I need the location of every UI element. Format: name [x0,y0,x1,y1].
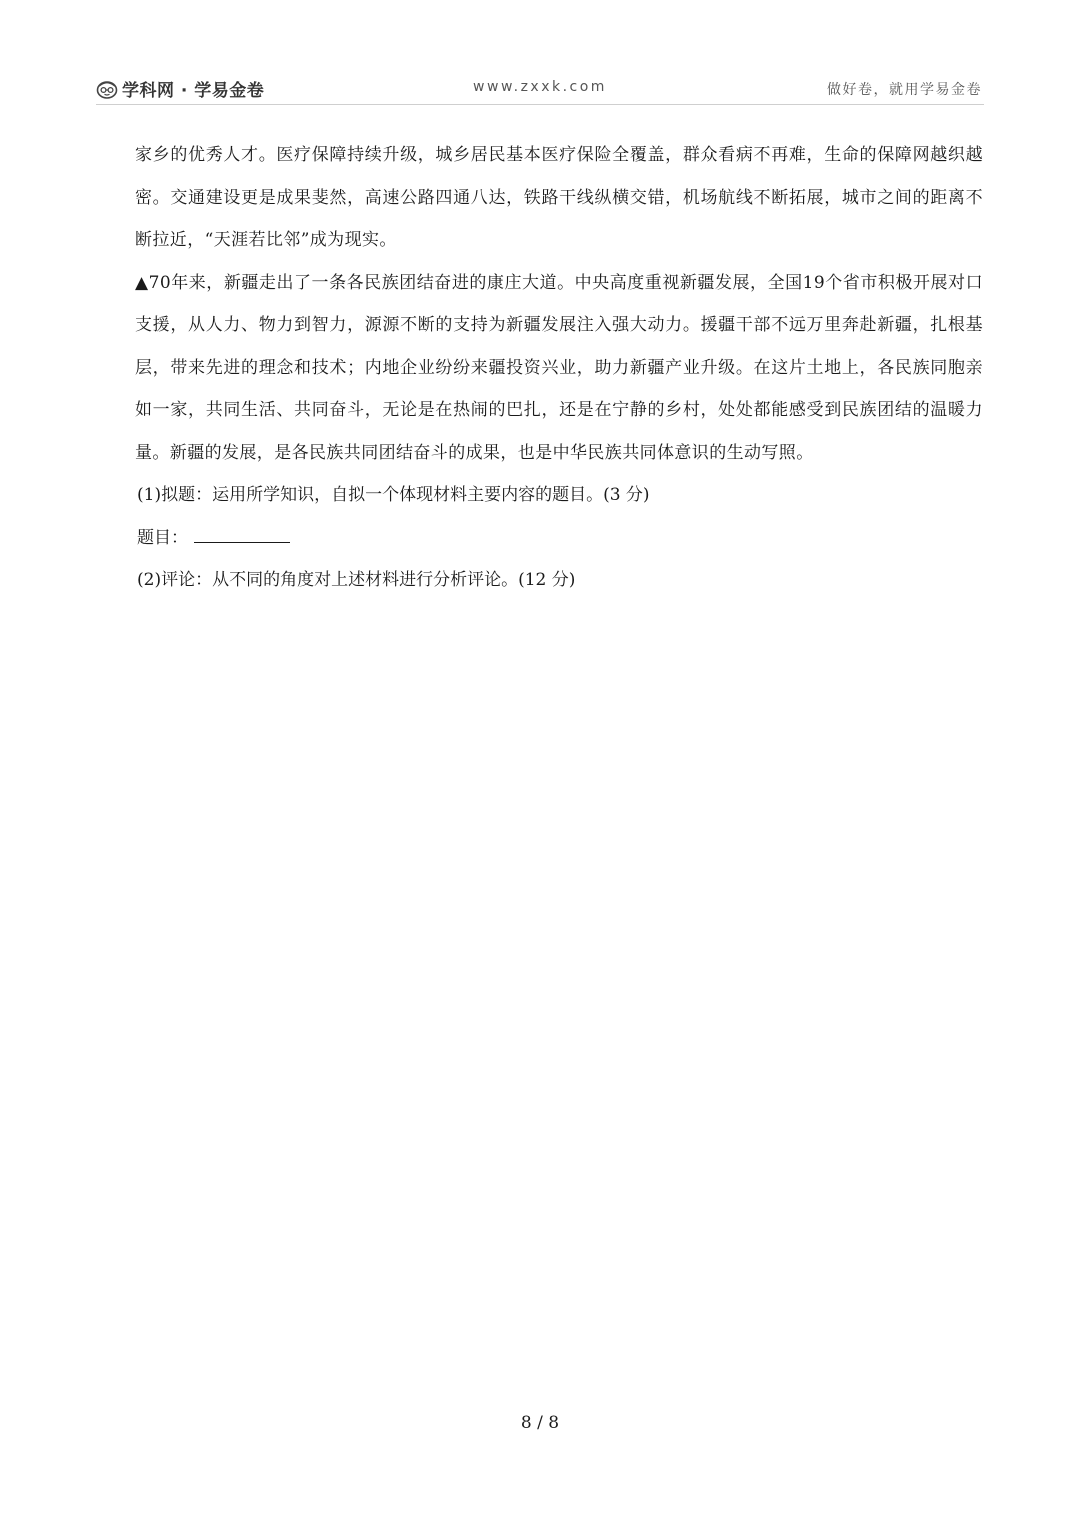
page-number: 8 / 8 [520,1413,560,1433]
paragraph-continued: 家乡的优秀人才。医疗保障持续升级，城乡居民基本医疗保险全覆盖，群众看病不再难，生命的保障网越织越密。交通建设更是成果斐然，高速公路四通八达，铁路干线纵横交错，机场航线不断拓展，城市之间的距离不断拉近，“天涯若比邻”成为现实。 [135,145,983,250]
document-body [137,134,983,602]
paragraph-xinjiang-unity: ▲70年来，新疆走出了一条各民族团结奋进的康庄大道。中央高度重视新疆发展，全国19个省市积极开展对口支援，从人力、物力到智力，源源不断的支持为新疆发展注入强大动力。援疆干部不远万里奔赴新疆，扎根基层，带来先进的理念和技术；内地企业纷纷来疆投资兴业，助力新疆产业升级。在这片土地上，各民族同胞亲如一家，共同生活、共同奋斗，无论是在热闹的巴扎，还是在宁静的乡村，处处都能感受到民族团结的温暖力量。新疆的发展，是各民族共同团结奋斗的成果，也是中华民族共同体意识的生动写照。 [135,272,983,463]
site-url: www.zxxk.com [473,79,607,95]
answer-blank [194,524,290,543]
answer-label: 题目： [137,527,188,548]
header-slogan: 做好卷，就用学易金卷 [827,82,982,98]
logo-text: 学科网 · 学易金卷 [122,81,265,101]
page-header [96,74,984,105]
answer-line [137,517,983,560]
question-2: (2)评论：从不同的角度对上述材料进行分析评论。(12 分) [137,570,576,590]
question-1: (1)拟题：运用所学知识，自拟一个体现材料主要内容的题目。(3 分) [137,485,650,505]
